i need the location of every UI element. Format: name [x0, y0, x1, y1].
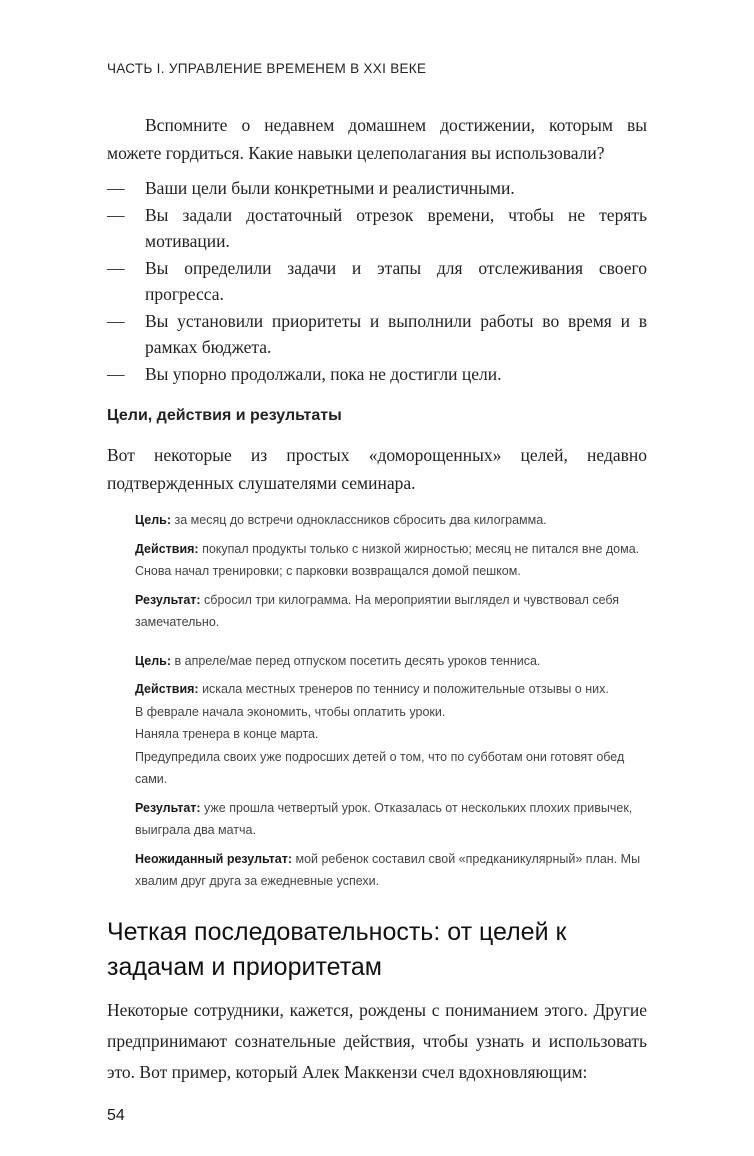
label: Результат: — [135, 800, 201, 815]
label: Действия: — [135, 682, 199, 696]
dash: — — [107, 258, 125, 278]
example-actions — [135, 538, 655, 583]
list-item-text: Вы установили приоритеты и выполнили работы во время и в рамках бюджета. — [145, 311, 647, 357]
list-item — [107, 202, 647, 254]
dash: — — [107, 205, 125, 225]
text: за месяц до встречи одноклассников сбросить два килограмма. — [174, 513, 547, 527]
section-heading: Четкая последовательность: от целей к задачам и приоритетам — [107, 917, 567, 981]
list-item — [107, 308, 647, 360]
example-actions — [135, 678, 655, 791]
bullet-list — [107, 175, 647, 387]
text: Снова начал тренировки; с парковки возвращался домой пешком. — [135, 564, 521, 578]
dash: — — [107, 364, 125, 384]
text: уже прошла четвертый урок. Отказалась от нескольких плохих привычек, выиграла два матча. — [135, 800, 633, 837]
list-item-text: Вы определили задачи и этапы для отслеживания своего прогресса. — [145, 258, 647, 304]
dash: — — [107, 311, 125, 331]
list-item — [107, 361, 647, 387]
text: покупал продукты только с низкой жирностью; месяц не питался вне дома. — [202, 541, 640, 556]
page-number: 54 — [107, 1106, 125, 1124]
list-item — [107, 255, 647, 307]
example-1 — [135, 509, 655, 634]
text: сбросил три килограмма. На мероприятии выглядел и чувствовал себя замечательно. — [135, 592, 620, 629]
label: Неожиданный результат: — [135, 851, 292, 866]
example-extra — [135, 848, 655, 893]
running-header: ЧАСТЬ I. УПРАВЛЕНИЕ ВРЕМЕНЕМ В XXI ВЕКЕ — [107, 61, 427, 76]
list-item — [107, 175, 647, 201]
paragraph: Некоторые сотрудники, кажется, рождены с пониманием этого. Другие предпринимают сознательные действия, чтобы узнать и использовать это. Вот пример, который Алек Маккензи счел вдохновляющим: — [107, 999, 647, 1082]
text: в апреле/мае перед отпуском посетить десять уроков тенниса. — [174, 653, 541, 668]
text: Наняла тренера в конце марта. — [135, 727, 319, 741]
label: Цель: — [135, 513, 172, 527]
example-2 — [135, 650, 655, 893]
label: Действия: — [135, 541, 199, 556]
text: искала местных тренеров по теннису и положительные отзывы о них. — [202, 682, 609, 696]
paragraph: Вот некоторые из простых «доморощенных» целей, недавно подтвержденных слушателями семинара. — [107, 445, 647, 493]
example-goal — [135, 650, 655, 673]
text: Предупредила своих уже подросших детей о том, что по субботам они готовят обед сами. — [135, 749, 625, 786]
example-goal — [135, 509, 655, 532]
intro-paragraph: Вспомните о недавнем домашнем достижении, которым вы можете гордиться. Какие навыки целеполагания вы использовали? — [107, 115, 647, 163]
subheading: Цели, действия и результаты — [107, 407, 342, 424]
list-item-text: Вы упорно продолжали, пока не достигли цели. — [145, 364, 502, 384]
dash: — — [107, 178, 125, 198]
example-result — [135, 589, 655, 634]
label: Результат: — [135, 592, 201, 607]
example-result — [135, 797, 655, 842]
text: мой ребенок составил свой «предканикулярный» план. Мы хвалим друг друга за ежедневные успехи. — [135, 851, 641, 888]
text: В феврале начала экономить, чтобы оплатить уроки. — [135, 704, 446, 719]
list-item-text: Ваши цели были конкретными и реалистичными. — [145, 178, 515, 198]
label: Цель: — [135, 653, 172, 668]
list-item-text: Вы задали достаточный отрезок времени, чтобы не терять мотивации. — [145, 205, 647, 251]
